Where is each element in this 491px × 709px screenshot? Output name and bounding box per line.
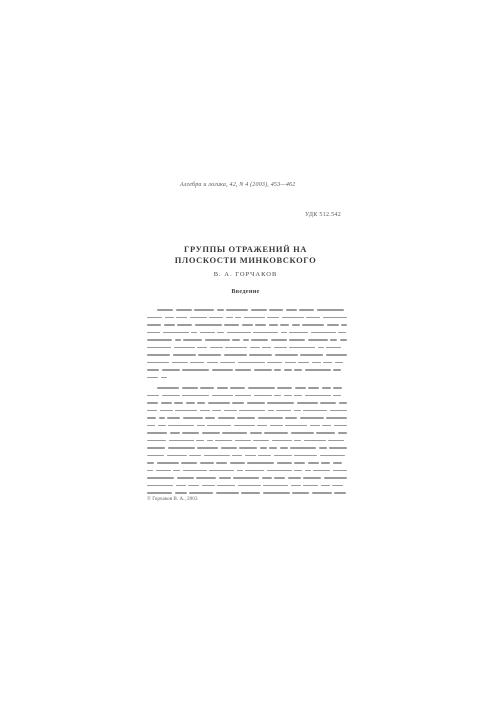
- text-line: [147, 351, 347, 359]
- running-head: Алгебра и логика, 42, N 4 (2003), 453—462: [180, 182, 296, 188]
- text-line: [147, 437, 347, 445]
- text-line: [147, 329, 347, 337]
- text-line: [147, 374, 347, 382]
- text-line: [147, 467, 347, 475]
- text-line: [147, 422, 347, 430]
- text-line: [147, 399, 347, 407]
- title-line-1: ГРУППЫ ОТРАЖЕНИЙ НА: [183, 244, 308, 254]
- udc-code: УДК 512.542: [304, 212, 341, 218]
- text-line: [147, 384, 347, 392]
- text-line: [147, 344, 347, 352]
- text-line: [147, 359, 347, 367]
- text-line: [147, 366, 347, 374]
- section-heading: Введение: [231, 288, 260, 295]
- text-line: [147, 314, 347, 322]
- text-line: [147, 429, 347, 437]
- author-name: В. А. ГОРЧАКОВ: [213, 271, 278, 278]
- text-line: [147, 321, 347, 329]
- text-line: [147, 459, 347, 467]
- text-line: [147, 482, 347, 490]
- text-line: [147, 407, 347, 415]
- title-line-2: ПЛОСКОСТИ МИНКОВСКОГО: [174, 255, 317, 265]
- text-line: [147, 306, 347, 314]
- article-title: [0, 244, 491, 266]
- text-line: [147, 474, 347, 482]
- text-line: [147, 414, 347, 422]
- text-line: [147, 452, 347, 460]
- text-line: [147, 392, 347, 400]
- footnote: © Горчаков В. А., 2003: [147, 496, 198, 502]
- text-line: [147, 444, 347, 452]
- body-paragraph-2: [147, 384, 347, 497]
- text-line: [147, 336, 347, 344]
- body-paragraph-1: [147, 306, 347, 381]
